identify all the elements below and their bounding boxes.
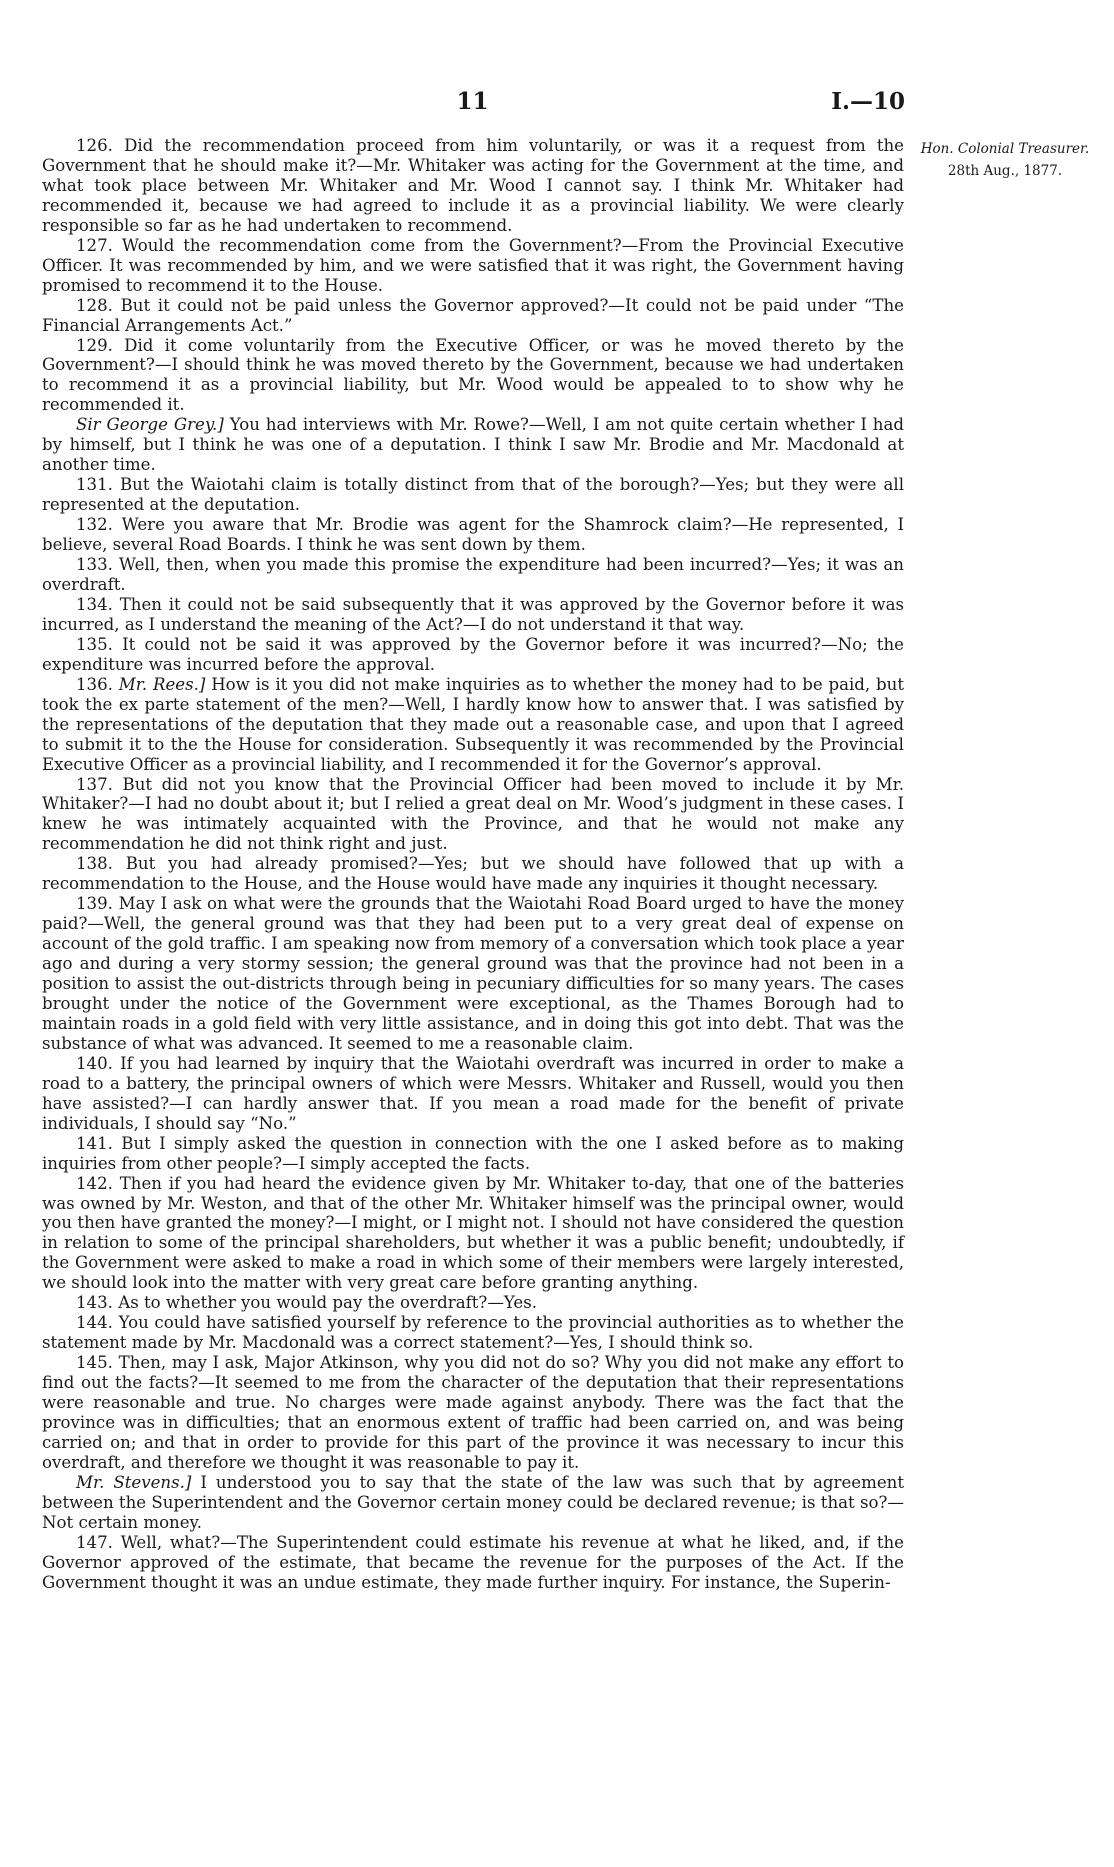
question-paragraph [42, 475, 904, 515]
question-paragraph [42, 635, 904, 675]
page-header [40, 88, 905, 118]
paragraph-text: 126. Did the recommendation proceed from him voluntarily, or was it a request from the Government that he should make it?—Mr. Whitaker was acting for the Government at the time, and what took place between Mr. Whitaker and Mr. Wood I cannot say. I think Mr. Whitaker had recommended it, because we had agreed to include it as a provincial liability. We were clearly responsible so far as he had undertaken to recommend. [42, 136, 904, 235]
paragraph-text: 132. Were you aware that Mr. Brodie was agent for the Shamrock claim?—He represented, I believe, several Road Boards. I think he was sent down by them. [42, 515, 904, 555]
question-paragraph [42, 296, 904, 336]
paragraph-text: 131. But the Waiotahi claim is totally distinct from that of the borough?—Yes; but they were all represented at the deputation. [42, 475, 904, 515]
transcript-body [42, 136, 904, 1593]
paragraph-text: I understood you to say that the state of the law was such that by agreement between the Superintendent and the Governor certain money could be declared revenue; is that so?—Not certain money. [42, 1472, 904, 1532]
question-paragraph [42, 555, 904, 595]
question-number: 136. [76, 674, 119, 694]
question-paragraph [42, 1313, 904, 1353]
paragraph-text: 137. But did not you know that the Provincial Officer had been moved to include it by Mr. Whitaker?—I had no doubt about it; but I relied a great deal on Mr. Wood’s judgment in these cases. I knew he was intimately acquainted with the Province, and that he would not make any recommendation he did not think right and just. [42, 774, 904, 854]
paragraph-text: You had interviews with Mr. Rowe?—Well, I am not quite certain whether I had by himself, but I think he was one of a deputation. I think I saw Mr. Brodie and Mr. Macdonald at another time. [42, 415, 904, 475]
question-paragraph [42, 136, 904, 236]
paragraph-text: 128. But it could not be paid unless the Governor approved?—It could not be paid under “The Financial Arrangements Act.” [42, 295, 904, 335]
paragraph-text: 142. Then if you had heard the evidence given by Mr. Whitaker to-day, that one of the batteries was owned by Mr. Weston, and that of the other Mr. Whitaker himself was the principal owner, would you then have granted the money?—I might, or I might not. I should not have considered the question in relation to some of the principal shareholders, but whether it was a public benefit; undoubtedly, if the Government were asked to make a road in which some of their members were largely interested, we should look into the matter with very great care before granting anything. [42, 1173, 904, 1293]
paragraph-text: 134. Then it could not be said subsequently that it was approved by the Governor before it was incurred, as I understand the meaning of the Act?—I do not understand it that way. [42, 594, 904, 634]
question-paragraph [42, 1134, 904, 1174]
question-paragraph [42, 236, 904, 296]
paragraph-text: 140. If you had learned by inquiry that the Waiotahi overdraft was incurred in order to make a road to a battery, the principal owners of which were Messrs. Whitaker and Russell, would you then have assisted?—I can hardly answer that. If you mean a road made for the benefit of private individuals, I should say “No.” [42, 1053, 904, 1133]
question-paragraph [42, 1054, 904, 1134]
speaker-name: Mr. Rees.] [118, 674, 206, 694]
question-paragraph [42, 675, 904, 775]
question-paragraph [42, 1293, 904, 1313]
paragraph-text: 143. As to whether you would pay the overdraft?—Yes. [76, 1293, 538, 1313]
paragraph-text: 138. But you had already promised?—Yes; but we should have followed that up with a recommendation to the House, and the House would have made any inquiries it thought necessary. [42, 854, 904, 894]
question-paragraph [42, 775, 904, 855]
margin-note [915, 140, 1095, 180]
paragraph-text: 129. Did it come voluntarily from the Executive Officer, or was he moved thereto by the Government?—I should think he was moved thereto by the Government, because we had undertaken to recommend it as a provincial liability, but Mr. Wood would be appealed to to show why he recommended it. [42, 335, 904, 415]
page-number: 11 [456, 88, 489, 115]
paragraph-text: 133. Well, then, when you made this promise the expenditure had been incurred?—Yes; it was an overdraft. [42, 555, 904, 594]
paragraph-text: How is it you did not make inquiries as to whether the money had to be paid, but took the ex parte statement of the men?—Well, I hardly know how to answer that. I was satisfied by the representations of the deputation that they made out a reasonable case, and upon that I agreed to submit it to the the House for consideration. Subsequently it was recommended by the Provincial Executive Officer as a provincial liability, and I recommended it for the Governor’s approval. [42, 674, 904, 774]
paragraph-text: 139. May I ask on what were the grounds that the Waiotahi Road Board urged to have the money paid?—Well, the general ground was that they had been put to a very great deal of expense on account of the gold traffic. I am speaking now from memory of a conversation which took place a year ago and during a very stormy session; the general ground was that the province had not been in a position to assist the out-districts through being in pecuniary difficulties for so many years. The cases brought under the notice of the Government were exceptional, as the Thames Borough had to maintain roads in a gold field with very little assistance, and in doing this got into debt. That was the substance of what was advanced. It seemed to me a reasonable claim. [42, 894, 904, 1053]
question-paragraph [42, 595, 904, 635]
question-paragraph [42, 1533, 904, 1593]
paragraph-text: 145. Then, may I ask, Major Atkinson, why you did not do so? Why you did not make any effort to find out the facts?—It seemed to me from the character of the deputation that their representations were reasonable and true. No charges were made against anybody. There was the fact that the province was in difficulties; that an enormous extent of traffic had been carried on, and was being carried on; and that in order to provide for this part of the province it was necessary to incur this overdraft, and therefore we thought it was reasonable to pay it. [42, 1353, 904, 1472]
question-paragraph [42, 854, 904, 894]
paragraph-text: 127. Would the recommendation come from the Government?—From the Provincial Executive Officer. It was recommended by him, and we were satisfied that it was right, the Government having promised to recommend it to the House. [42, 235, 904, 295]
document-code: I.—10 [831, 88, 905, 115]
paragraph-text: 147. Well, what?—The Superintendent could estimate his revenue at what he liked, and, if the Governor approved of the estimate, that became the revenue for the purposes of the Act. If the Government thought it was an undue estimate, they made further inquiry. For instance, the Superin- [42, 1532, 904, 1592]
question-paragraph [42, 894, 904, 1054]
margin-note-date: 28th Aug., 1877. [947, 163, 1063, 179]
speaker-name: Sir George Grey.] [76, 415, 224, 435]
margin-note-title: Hon. Colonial Treasurer. [920, 141, 1090, 157]
question-paragraph [42, 415, 904, 475]
paragraph-text: 141. But I simply asked the question in connection with the one I asked before as to making inquiries from other people?—I simply accepted the facts. [42, 1133, 904, 1173]
question-paragraph [42, 1353, 904, 1473]
question-paragraph [42, 1174, 904, 1294]
question-paragraph [42, 1473, 904, 1533]
paragraph-text: 144. You could have satisfied yourself by reference to the provincial authorities as to whether the statement made by Mr. Macdonald was a correct statement?—Yes, I should think so. [42, 1313, 904, 1353]
speaker-name: Mr. Stevens.] [76, 1472, 192, 1492]
paragraph-text: 135. It could not be said it was approved by the Governor before it was incurred?—No; the expenditure was incurred before the approval. [42, 634, 904, 674]
question-paragraph [42, 515, 904, 555]
question-paragraph [42, 336, 904, 416]
